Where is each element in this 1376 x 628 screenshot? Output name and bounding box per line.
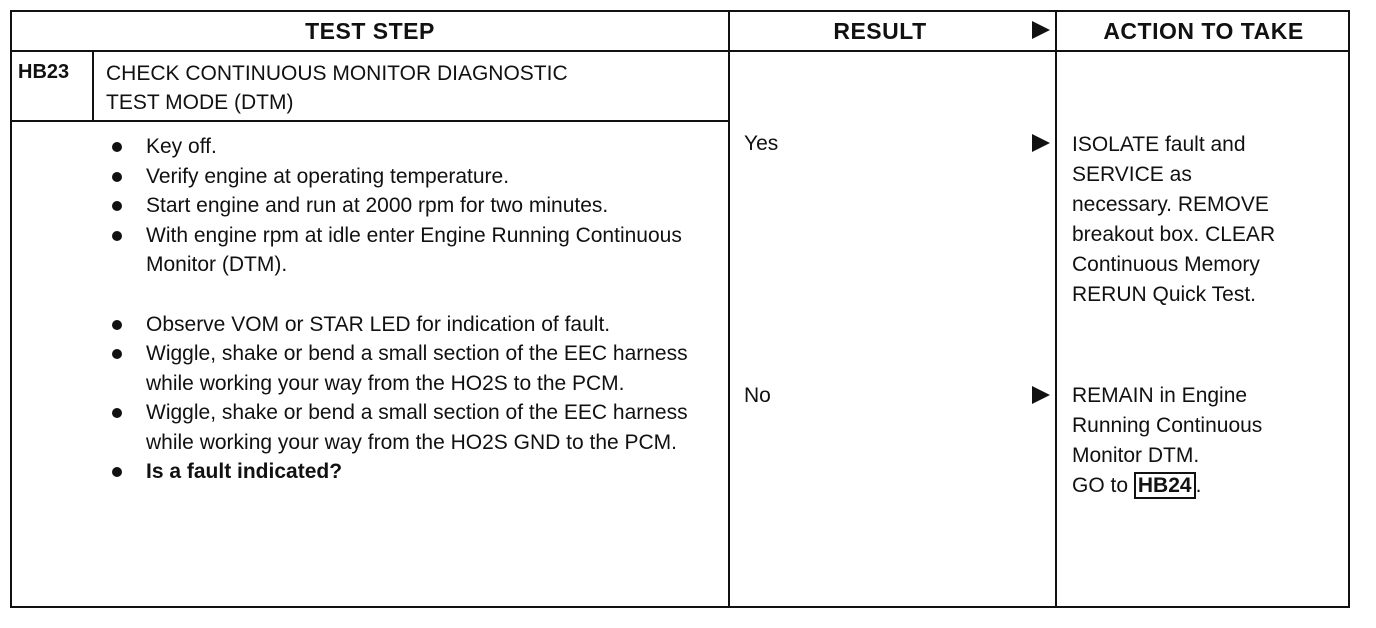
list-item: With engine rpm at idle enter Engine Running Continuous Monitor (DTM). (108, 221, 688, 280)
header-underline (12, 50, 1348, 52)
list-item: Key off. (108, 132, 688, 162)
header-test-step: TEST STEP (305, 18, 435, 44)
diagnostic-table (10, 10, 1350, 608)
procedure-list (108, 132, 688, 487)
arrow-icon (1032, 134, 1050, 152)
action-no: REMAIN in Engine Running Continuous Monitor DTM. GO to HB24 . (1072, 381, 1352, 501)
header-result: RESULT (833, 18, 927, 44)
bullet-icon (112, 467, 122, 477)
step-title-line2: TEST MODE (DTM) (106, 91, 294, 114)
step-title (106, 59, 568, 117)
bullet-icon (112, 349, 122, 359)
bullet-icon (112, 231, 122, 241)
list-item: Verify engine at operating temperature. (108, 162, 688, 192)
step-id-divider (92, 50, 94, 122)
action-yes: ISOLATE fault and SERVICE as necessary. REMOVE breakout box. CLEAR Continuous Memory RERUN Quick Test. (1072, 133, 1276, 306)
divider-result (728, 12, 730, 606)
list-item: Is a fault indicated? (108, 457, 688, 487)
divider-action (1055, 12, 1057, 606)
bullet-icon (112, 201, 122, 211)
goto-line: GO to HB24 . (1072, 474, 1202, 497)
list-item: Start engine and run at 2000 rpm for two minutes. (108, 191, 688, 221)
arrow-icon (1032, 21, 1050, 39)
goto-ref-link[interactable]: HB24 (1134, 472, 1196, 499)
step-title-line1: CHECK CONTINUOUS MONITOR DIAGNOSTIC (106, 62, 568, 85)
header-action-to-take: ACTION TO TAKE (1103, 18, 1304, 44)
list-item: Wiggle, shake or bend a small section of the EEC harness while working your way from the HO2S to the PCM. (108, 339, 688, 398)
bullet-icon (112, 142, 122, 152)
bullet-icon (112, 408, 122, 418)
result-no: No (744, 384, 771, 407)
arrow-icon (1032, 386, 1050, 404)
result-yes: Yes (744, 132, 779, 155)
step-title-underline (12, 120, 730, 122)
step-id: HB23 (18, 61, 70, 83)
list-item: Wiggle, shake or bend a small section of the EEC harness while working your way from the HO2S GND to the PCM. (108, 398, 688, 457)
bullet-icon (112, 320, 122, 330)
list-item: Observe VOM or STAR LED for indication of fault. (108, 310, 688, 340)
bullet-icon (112, 172, 122, 182)
